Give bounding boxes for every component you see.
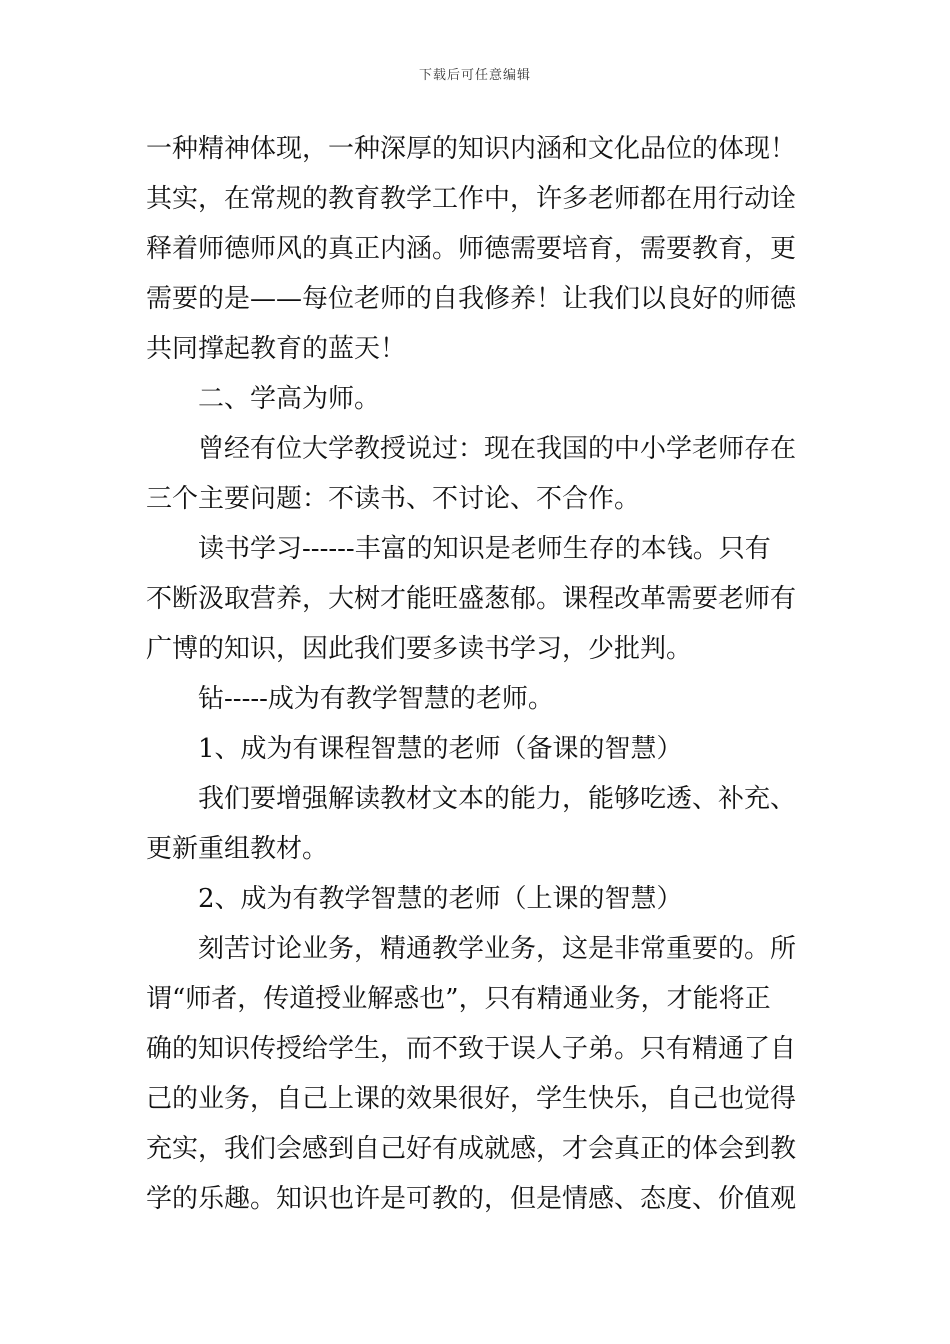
text-line: 钻-----成为有教学智慧的老师。 xyxy=(198,684,554,714)
page-header: 下载后可任意编辑 xyxy=(418,68,531,83)
text-line: 己的业务，自己上课的效果很好，学生快乐，自己也觉得 xyxy=(146,1084,797,1114)
text-line: 曾经有位大学教授说过：现在我国的中小学老师存在 xyxy=(198,434,797,464)
text-line: 1、成为有课程智慧的老师（备课的智慧） xyxy=(198,734,683,764)
text-line: 二、学高为师。 xyxy=(198,384,381,414)
text-line: 学的乐趣。知识也许是可教的，但是情感、态度、价值观 xyxy=(146,1184,797,1214)
text-line: 充实，我们会感到自己好有成就感，才会真正的体会到教 xyxy=(146,1134,797,1164)
text-line: 谓“师者，传道授业解惑也”，只有精通业务，才能将正 xyxy=(146,984,771,1014)
text-line: 不断汲取营养，大树才能旺盛葱郁。课程改革需要老师有 xyxy=(146,584,797,614)
text-line: 刻苦讨论业务，精通教学业务，这是非常重要的。所 xyxy=(198,934,797,964)
text-line: 我们要增强解读教材文本的能力，能够吃透、补充、 xyxy=(198,784,797,814)
text-line: 需要的是——每位老师的自我修养！让我们以良好的师德 xyxy=(146,284,797,314)
text-line: 广博的知识，因此我们要多读书学习，少批判。 xyxy=(146,634,693,664)
text-line: 一种精神体现，一种深厚的知识内涵和文化品位的体现！ xyxy=(146,134,797,164)
text-line: 确的知识传授给学生，而不致于误人子弟。只有精通了自 xyxy=(146,1034,797,1064)
text-line: 共同撑起教育的蓝天！ xyxy=(146,334,407,364)
text-line: 其实，在常规的教育教学工作中，许多老师都在用行动诠 xyxy=(146,184,797,214)
text-line: 读书学习------丰富的知识是老师生存的本钱。只有 xyxy=(198,534,771,564)
text-line: 更新重组教材。 xyxy=(146,834,329,864)
text-line: 释着师德师风的真正内涵。师德需要培育，需要教育，更 xyxy=(146,234,797,264)
document-body xyxy=(146,124,806,1224)
text-line: 三个主要问题：不读书、不讨论、不合作。 xyxy=(146,484,641,514)
text-line: 2、成为有教学智慧的老师（上课的智慧） xyxy=(198,884,683,914)
